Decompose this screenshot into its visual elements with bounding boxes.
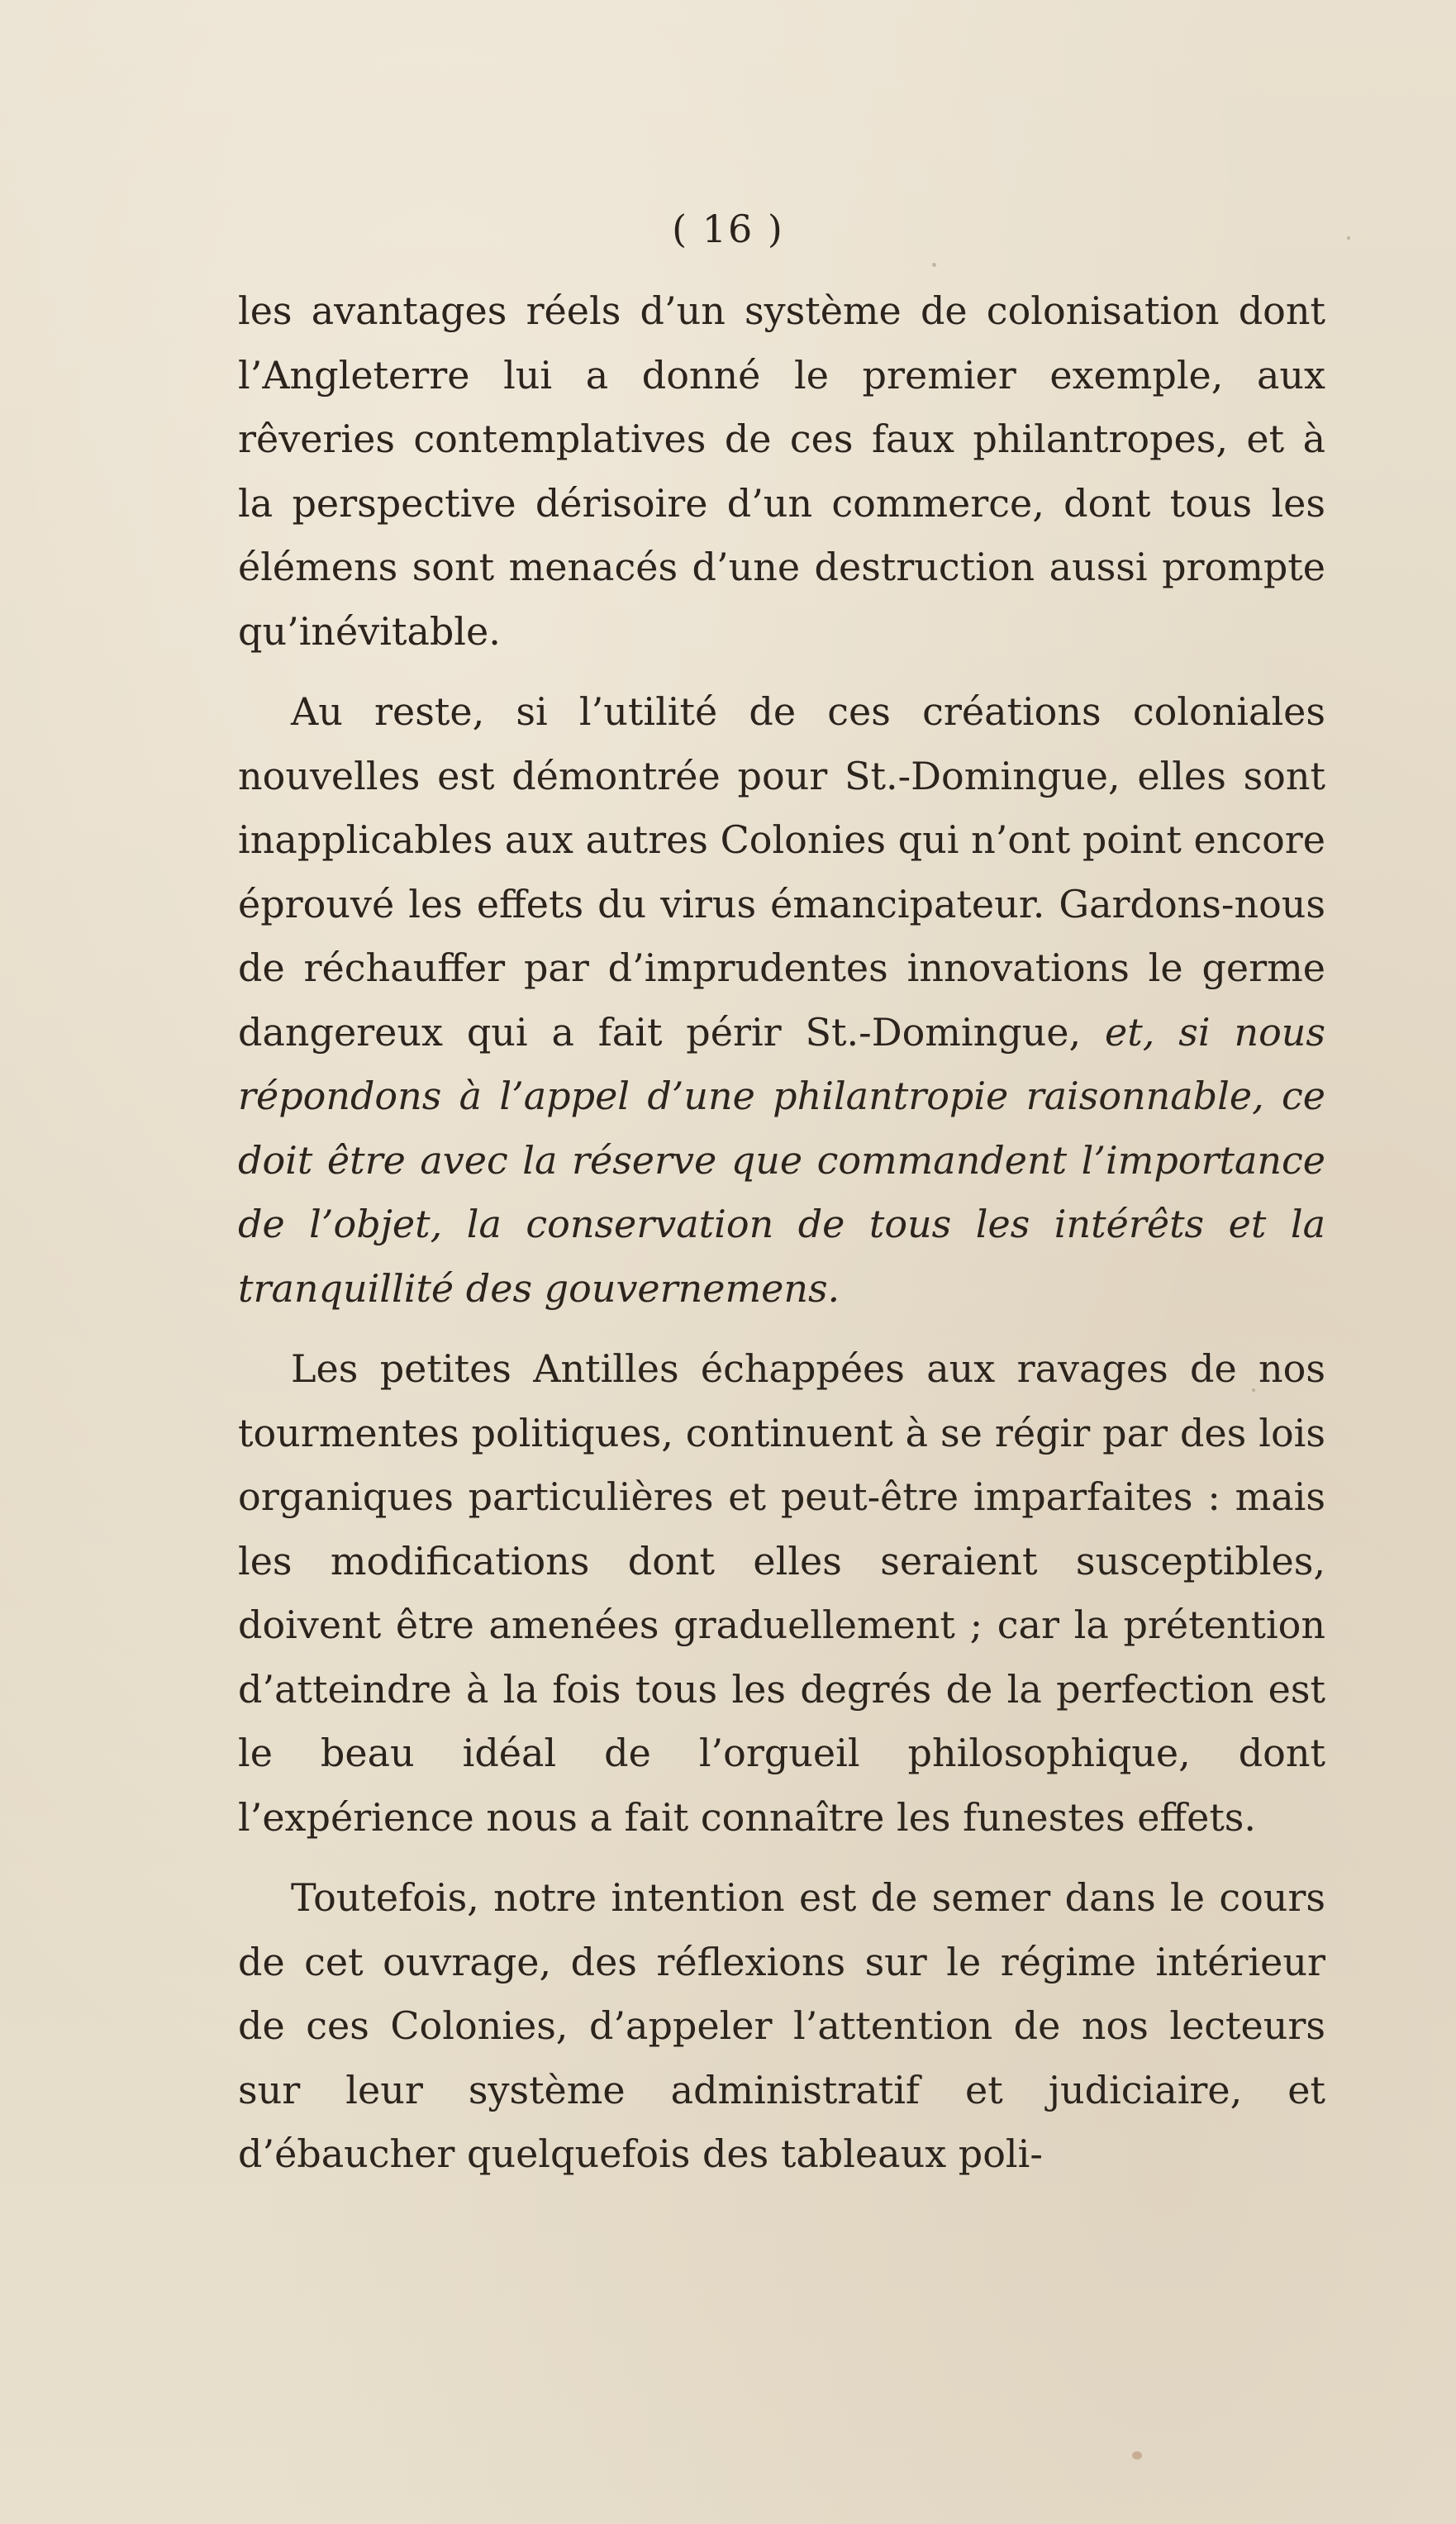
paragraph-2-italic: et, si nous répondons à l’appel d’une philantropie raisonnable, ce doit être avec la réserve que commandent l’importance de l’objet, la conservation de tous les intérêts et la tranquillité des gouvernemens. bbox=[238, 1009, 1325, 1311]
paragraph-2-roman: Au reste, si l’utilité de ces créations coloniales nouvelles est démontrée pour St.-Domingue, elles sont inapplicables aux autres Colonies qui n’ont point encore éprouvé les effets du virus émancipateur. Gardons-nous de réchauffer par d’imprudentes innovations le germe dangereux qui a fait périr St.-Domingue, bbox=[238, 689, 1325, 1055]
paragraph-3: Les petites Antilles échappées aux ravages de nos tourmentes politiques, continuent à se régir par des lois organiques particulières et peut-être imparfaites : mais les modifications dont elles seraient susceptibles, doivent être amenées graduellement ; car la prétention d’atteindre à la fois tous les degrés de la perfection est le beau idéal de l’orgueil philosophique, dont l’expérience nous a fait connaître les funestes effets. bbox=[238, 1346, 1325, 1840]
paragraph-1: les avantages réels d’un système de colonisation dont l’Angleterre lui a donné le premier exemple, aux rêveries contemplatives de ces faux philantropes, et à la perspective dérisoire d’un commerce, dont tous les élémens sont menacés d’une destruction aussi prompte qu’inévitable. bbox=[238, 288, 1325, 654]
paper-speck bbox=[1132, 2451, 1142, 2460]
paper-speck bbox=[1347, 236, 1350, 240]
page-number: ( 16 ) bbox=[672, 207, 784, 251]
paper-speck bbox=[1252, 1388, 1255, 1392]
body-text bbox=[238, 279, 1325, 2187]
paper-speck bbox=[932, 263, 936, 267]
paragraph-2 bbox=[238, 680, 1325, 1321]
paragraph-4: Toutefois, notre intention est de semer dans le cours de cet ouvrage, des réflexions sur le régime intérieur de ces Colonies, d’appeler l’attention de nos lecteurs sur leur système administratif et judiciaire, et d’ébaucher quelquefois des tableaux poli- bbox=[238, 1875, 1325, 2176]
